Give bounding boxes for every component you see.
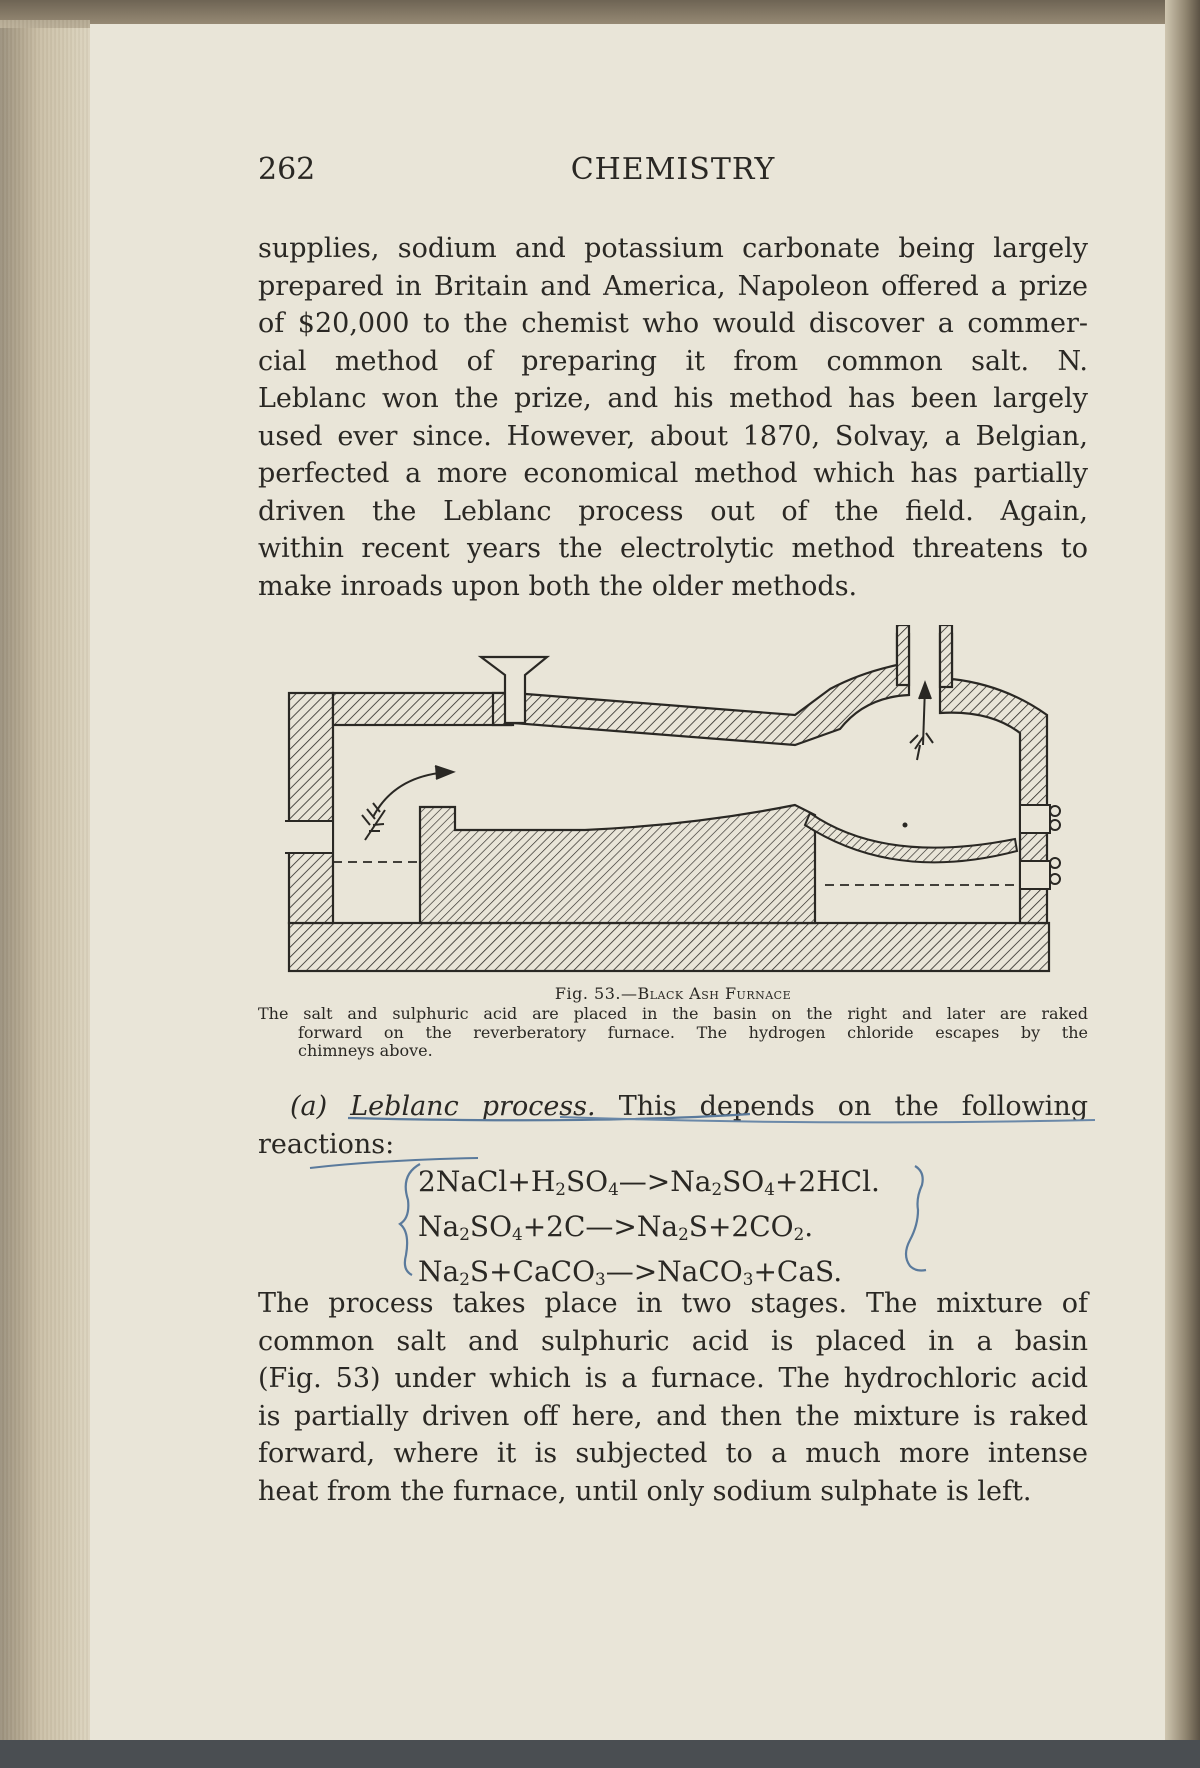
caption-line: forward on the reverberatory furnace. The hydrogen chloride escapes by the	[298, 1022, 1088, 1042]
caption-line: chimneys above.	[298, 1041, 433, 1060]
figure-title	[258, 984, 1088, 1003]
left-door	[285, 821, 333, 853]
reaction-2: $Na_2SO_4+2C—>Na_2S+2CO_2$.	[418, 1210, 814, 1244]
text-line: supplies, sodium and potassium carbonate being largely	[258, 233, 1088, 264]
reaction-1: $2NaCl+H_2SO_4—>Na_2SO_4+2HCl$.	[418, 1165, 880, 1199]
gas-escape-arrow-icon	[910, 683, 933, 760]
text-line: (Fig. 53) under which is a furnace. The hydrochloric acid	[258, 1363, 1088, 1394]
text-line: perfected a more economical method which has partially	[258, 458, 1088, 489]
text-line: driven the Leblanc process out of the field. Again,	[258, 495, 1088, 527]
text-line	[258, 1088, 1088, 1126]
page-number: 262	[258, 152, 316, 187]
reaction-equations	[418, 1163, 880, 1298]
salt-basin	[805, 813, 1017, 862]
book-right-edge	[1165, 0, 1200, 1768]
scan-background	[0, 1740, 1200, 1768]
text-line: common salt and sulphuric acid is placed in a basin	[258, 1325, 1088, 1357]
text-line: forward, where it is subjected to a much more intense	[258, 1438, 1088, 1469]
text-line: cial method of preparing it from common salt. N.	[258, 345, 1088, 377]
right-door-upper	[1020, 805, 1050, 833]
text-line: prepared in Britain and America, Napoleon offered a prize	[258, 270, 1088, 302]
paragraph-leblanc	[258, 1088, 1088, 1163]
figure-name: Black Ash Furnace	[637, 984, 792, 1003]
page-header	[258, 152, 1088, 196]
reaction-3: $Na_2S+CaCO_3—>NaCO_3+CaS$.	[418, 1255, 843, 1289]
figure-caption	[258, 1005, 1088, 1061]
page-edges	[0, 20, 90, 1760]
text-line: is partially driven off here, and then the mixture is raked	[258, 1400, 1088, 1432]
text-line: The process takes place in two stages. The mixture of	[258, 1288, 1088, 1319]
furnace-hearth	[420, 805, 815, 923]
figure-label: Fig. 53.—	[554, 984, 638, 1003]
text-line: Leblanc won the prize, and his method has been largely	[258, 383, 1088, 414]
section-marker: (a)	[290, 1091, 328, 1122]
text-fragment: This depends on the following	[618, 1091, 1088, 1122]
paragraph-intro	[258, 230, 1088, 605]
right-door-lower	[1020, 861, 1050, 889]
text-line: used ever since. However, about 1870, Solvay, a Belgian,	[258, 420, 1088, 452]
text-line: heat from the furnace, until only sodium sulphate is left.	[258, 1475, 1032, 1507]
text-line: within recent years the electrolytic method threatens to	[258, 533, 1088, 564]
section-heading: Leblanc process.	[350, 1091, 596, 1122]
text-line: of $20,000 to the chemist who would discover a commer-	[258, 308, 1088, 339]
running-head: CHEMISTRY	[570, 152, 776, 187]
text-line: reactions:	[258, 1128, 395, 1160]
furnace-diagram	[285, 625, 1065, 975]
caption-line: The salt and sulphuric acid are placed in the basin on the right and later are raked	[258, 1004, 1088, 1023]
paragraph-process	[258, 1285, 1088, 1510]
text-line: make inroads upon both the older methods.	[258, 570, 858, 602]
